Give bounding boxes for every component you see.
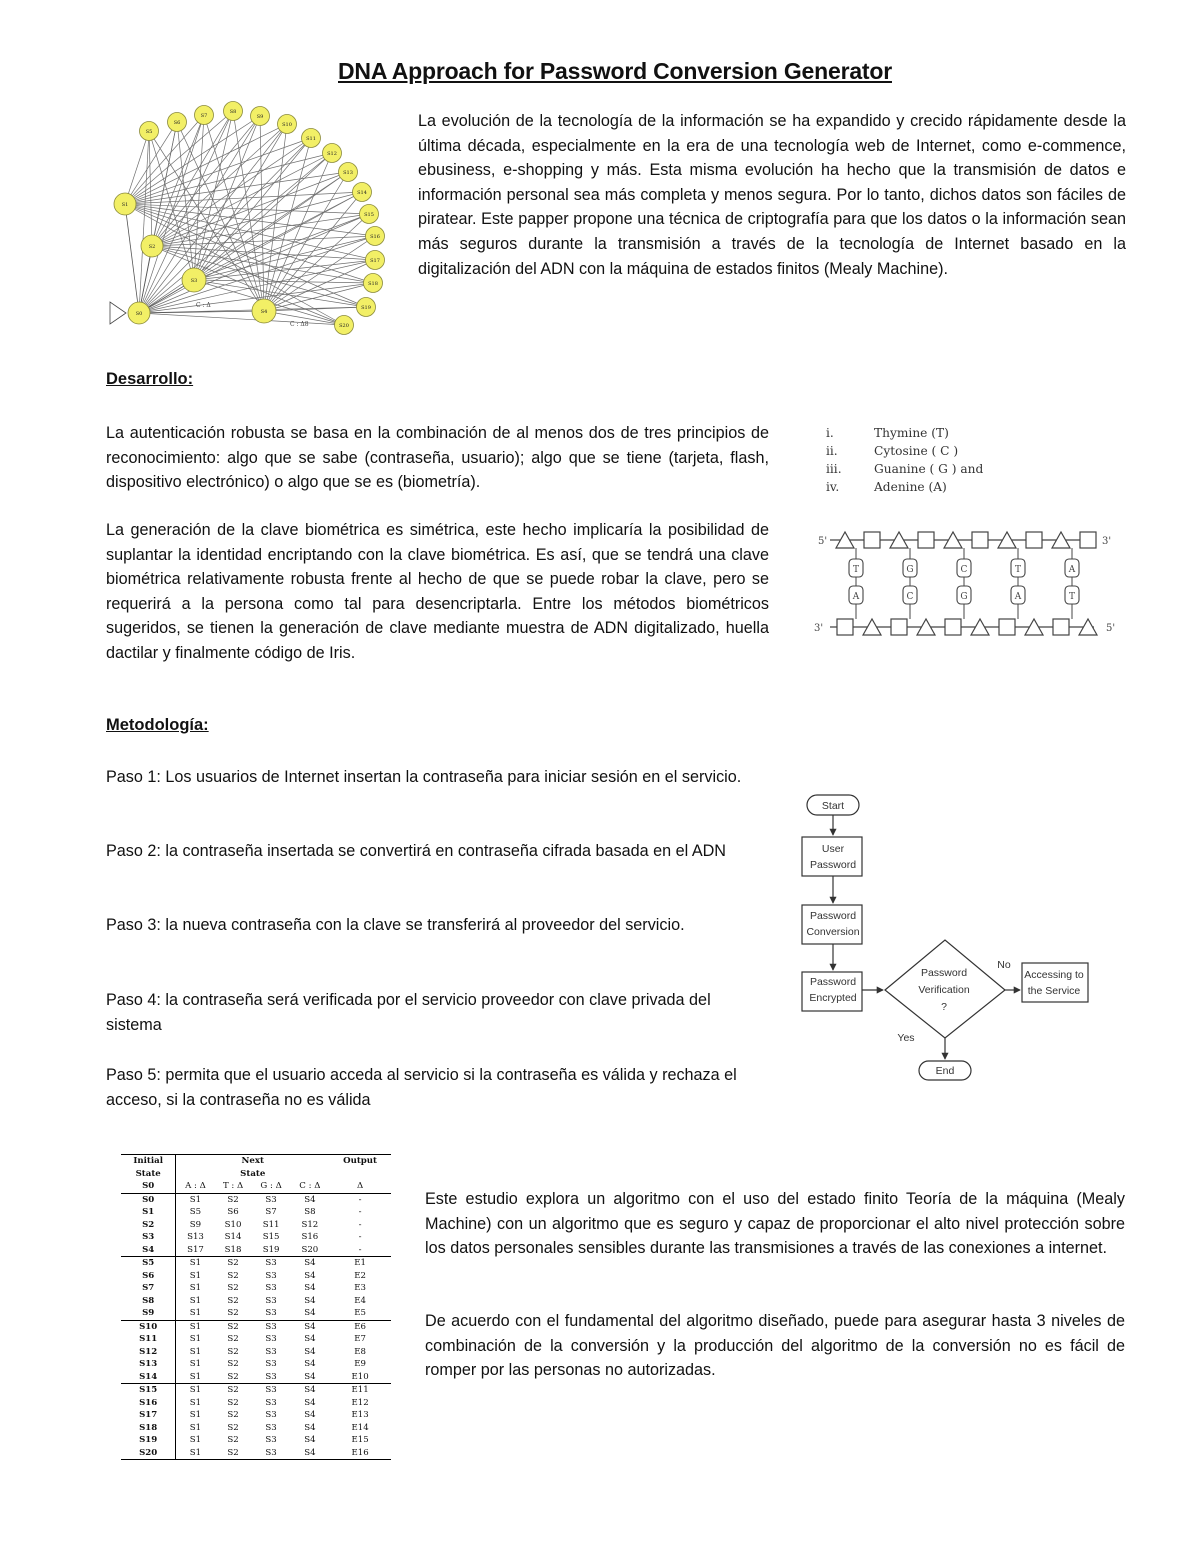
start-label: Start [821,800,845,812]
method-step-4: Paso 4: la contraseña será verificada por el servicio proveedor con clave privada del sistema [106,991,711,1034]
table-row [121,1320,391,1333]
next-state-cell: S4 [304,1334,316,1345]
phosphate-square [864,532,880,548]
next-state-cell: S2 [227,1346,239,1357]
output-cell: - [358,1232,362,1243]
table-row [121,1219,391,1232]
next-state-cell: S3 [252,1257,291,1270]
next-state-cell: S1 [189,1422,202,1433]
next-state-cell: S1 [189,1410,202,1421]
phosphate-square [972,532,988,548]
next-state-cell: S4 [291,1193,330,1206]
next-state-cell: S11 [262,1219,280,1230]
graph-node-label: S1 [121,202,129,208]
next-state-cell: S2 [227,1270,239,1281]
state-cell: S12 [121,1346,176,1359]
output-cell: E11 [329,1384,391,1397]
next-state-cell: S2 [227,1308,239,1319]
output-cell: E16 [329,1447,391,1460]
desarrollo-paragraph-1: La autenticación robusta se basa en la combinación de al menos dos de tres principios de reconocimiento: algo que se sabe (contraseña, usuario); algo que se tiene (tarjeta, flash, dispositivo electrónico) o algo que se es (biometría). [106,424,769,492]
next-state-cell: S3 [265,1346,277,1357]
output-cell: E9 [354,1359,366,1370]
next-state-cell: S2 [215,1447,252,1460]
next-state-cell: S3 [265,1308,277,1319]
output-cell: E10 [351,1371,369,1382]
state-cell: S15 [121,1384,176,1397]
next-state-cell: S2 [227,1295,239,1306]
table-row [121,1257,391,1270]
next-state-cell: S4 [304,1371,316,1382]
table-row [121,1422,391,1435]
table-row [121,1447,391,1460]
verification-label: ? [941,1001,947,1013]
next-state-cell: S16 [301,1232,319,1243]
password-flowchart [795,785,1095,1085]
state-cell: S1 [121,1206,176,1219]
user-password-label: User [821,843,845,855]
page-title: DNA Approach for Password Conversion Generator [338,58,892,84]
subheader-cell: A : Δ [176,1180,215,1193]
base-item: ii. Cytosine ( C ) [826,444,959,458]
accessing-label: Accessing to [1024,969,1084,981]
graph-edge [264,192,362,311]
header-initial: Initial [121,1155,176,1168]
table-row [121,1397,391,1410]
graph-node-label: S11 [306,136,316,142]
next-state-cell: S4 [304,1270,316,1281]
next-state-cell: S1 [189,1308,202,1319]
next-state-cell: S3 [265,1295,277,1306]
output-cell: E8 [354,1346,366,1357]
state-cell: S11 [121,1333,176,1346]
subheader-cell: S0 [121,1180,176,1193]
state-cell: S4 [121,1244,176,1257]
output-cell: - [329,1193,391,1206]
next-state-cell: S3 [265,1435,277,1446]
strand-end-label: 3' [1102,536,1112,547]
base-item: i. Thymine (T) [826,426,949,440]
graph-node-label: S6 [173,120,181,126]
base-letter: G [960,592,968,602]
next-state-cell: S2 [227,1283,239,1294]
state-cell: S20 [121,1447,176,1460]
table-row [121,1193,391,1206]
strand-end-label: 3' [814,623,824,634]
next-state-cell: S6 [227,1207,239,1218]
graph-edge [194,115,204,280]
bases-list [826,426,1026,498]
graph-node-label: S13 [343,170,353,176]
next-state-cell: S4 [291,1447,330,1460]
next-state-cell: S4 [304,1295,316,1306]
next-state-cell: S4 [304,1308,316,1319]
header-next-2: State [240,1168,266,1179]
next-state-cell: S4 [291,1320,330,1333]
next-state-cell: S1 [189,1270,202,1281]
graph-node-label: S19 [361,305,371,311]
state-cell: S16 [121,1397,176,1410]
graph-edge [125,138,311,204]
base-item: iv. Adenine (A) [826,480,947,494]
method-step-2: Paso 2: la contraseña insertada se convertirá en contraseña cifrada basada en el ADN [106,842,726,860]
table-row [121,1295,391,1308]
output-cell: E13 [351,1410,369,1421]
next-state-cell: S2 [227,1422,239,1433]
graph-node-label: S17 [370,258,380,264]
next-state-cell: S2 [215,1384,252,1397]
next-state-cell: S13 [187,1232,204,1243]
next-state-cell: S1 [189,1397,202,1408]
header-next: Next [241,1156,264,1167]
verification-label: Verification [918,984,970,996]
next-state-cell: S3 [265,1397,277,1408]
graph-edge [139,313,344,325]
next-state-cell: S1 [189,1346,202,1357]
subheader-cell: C : Δ [291,1180,330,1193]
output-cell: E7 [354,1334,366,1345]
table-row [121,1270,391,1283]
output-cell: E3 [354,1283,366,1294]
base-letter: T [852,565,860,575]
encrypted-label: Password [809,976,857,988]
next-state-cell: S3 [265,1359,277,1370]
next-state-cell: S4 [304,1435,316,1446]
table-row [121,1307,391,1320]
table-row [121,1346,391,1359]
graph-node-label: S14 [357,190,367,196]
subheader-cell: Δ [329,1180,391,1193]
next-state-cell: S12 [301,1219,319,1230]
base-letter: T [1014,565,1022,575]
graph-node-label: S8 [229,109,237,115]
conclusion-paragraph-1: Este estudio explora un algoritmo con el uso del estado finito Teoría de la máquina (Mealy Machine) con un algoritmo que es seguro y capaz de proporcionar el alto nivel protección sobre los datos personales sensibles durante las transmisiones a través de las conexiones a internet. [425,1190,1125,1258]
next-state-cell: S18 [224,1244,242,1255]
next-state-cell: S4 [304,1397,316,1408]
graph-edge [152,138,311,246]
state-cell: S18 [121,1422,176,1435]
next-state-cell: S2 [227,1410,239,1421]
next-state-cell: S2 [227,1435,239,1446]
intro-paragraph: La evolución de la tecnología de la información se ha expandido y crecido rápidamente desde la última década, especialmente en la era de una tecnología web de Internet, como e-commence, ebusiness, e-shopping y más. Esta misma evolución ha hecho que la transmisión de datos e información personal sea más completa y menos segura. Por lo tanto, dichos datos son fáciles de piratear. Este papper propone una técnica de criptografía para que los datos o la información sean más seguros durante la transmisión a través de la tecnología de Internet basado en la digitalización del ADN con la máquina de estados finitos (Mealy Machine). [418,112,1126,278]
next-state-cell: S9 [189,1219,202,1230]
next-state-cell: S3 [252,1193,291,1206]
graph-edge [125,204,139,313]
next-state-cell: S2 [215,1320,252,1333]
graph-node-label: S20 [339,323,349,329]
graph-node-label: S5 [145,129,153,135]
subheader-cell: T : Δ [215,1180,252,1193]
next-state-cell: S4 [304,1283,316,1294]
next-state-cell: S15 [262,1232,280,1243]
no-label: No [997,959,1011,971]
graph-node-label: S2 [148,244,156,250]
output-cell: E5 [354,1308,366,1319]
base-letter: A [1068,565,1076,575]
base-letter: A [852,592,860,602]
conversion-label: Conversion [806,926,860,938]
yes-label: Yes [897,1032,915,1044]
phosphate-square [891,619,907,635]
next-state-cell: S4 [304,1422,316,1433]
output-cell: E12 [351,1397,369,1408]
graph-node-label: S7 [200,113,208,119]
next-state-cell: S4 [304,1346,316,1357]
table-row [121,1244,391,1257]
state-cell: S17 [121,1409,176,1422]
base-letter: A [1014,592,1022,602]
phosphate-square [999,619,1015,635]
state-transition-table [121,1154,391,1460]
next-state-cell: S2 [215,1257,252,1270]
method-step-5: Paso 5: permita que el usuario acceda al servicio si la contraseña es válida y rechaza el acceso, si la contraseña no es válida [106,1066,737,1109]
table-row [121,1434,391,1447]
state-cell: S13 [121,1358,176,1371]
next-state-cell: S19 [262,1244,280,1255]
next-state-cell: S5 [189,1207,202,1218]
phosphate-square [945,619,961,635]
table-row [121,1409,391,1422]
state-cell: S0 [121,1193,176,1206]
desarrollo-paragraph-2: La generación de la clave biométrica es simétrica, este hecho implicaría la posibilidad de suplantar la identidad encriptando con la clave biométrica. Es así, que se tendrá una clave biométrica relativamente robusta frente al hecho de que se puede robar la clave, pero se requerirá a la persona como tal para desencriptarla. Entre los métodos biométricos sugeridos, se tienen la generación de clave mediante muestra de ADN digitalizado, huella dactilar y finalmente código de Iris. [106,521,769,662]
start-arrow [110,302,126,324]
desarrollo-heading: Desarrollo: [106,370,194,388]
state-cell: S8 [121,1295,176,1308]
base-letter: T [1068,592,1076,602]
state-cell: S3 [121,1231,176,1244]
subheader-cell: G : Δ [252,1180,291,1193]
state-cell: S2 [121,1219,176,1232]
graph-node-label: S3 [190,278,198,284]
output-cell: - [358,1207,362,1218]
next-state-cell: S4 [291,1257,330,1270]
next-state-cell: S3 [252,1320,291,1333]
next-state-cell: S2 [227,1397,239,1408]
table-row [121,1282,391,1295]
next-state-cell: S2 [227,1359,239,1370]
next-state-cell: S2 [227,1334,239,1345]
graph-node-label: S4 [260,309,268,315]
dna-strand-diagram [800,522,1130,640]
phosphate-square [837,619,853,635]
output-cell: E4 [354,1295,366,1306]
next-state-cell: S3 [252,1447,291,1460]
output-cell: E1 [329,1257,391,1270]
phosphate-square [1053,619,1069,635]
next-state-cell: S1 [189,1371,202,1382]
graph-edge [125,115,204,204]
next-state-cell: S1 [176,1257,215,1270]
verification-label: Password [920,967,968,979]
graph-node-label: S15 [364,212,374,218]
graph-node-label: S18 [368,281,378,287]
next-state-cell: S1 [176,1447,215,1460]
output-cell: - [358,1219,362,1230]
state-cell: S6 [121,1270,176,1283]
conclusion-paragraph-2: De acuerdo con el fundamental del algoritmo diseñado, puede para asegurar hasta 3 niveles de combinación de la conversión y la producción del algoritmo de la conversión no es fácil de romper por las personas no autorizadas. [425,1312,1125,1380]
state-cell: S7 [121,1282,176,1295]
next-state-cell: S2 [215,1193,252,1206]
next-state-cell: S1 [176,1384,215,1397]
table-row [121,1371,391,1384]
state-cell: S10 [121,1320,176,1333]
output-cell: E2 [354,1270,366,1281]
edge-label: C : Δ8 [290,321,309,328]
graph-edge [149,131,152,246]
next-state-cell: S1 [189,1359,202,1370]
phosphate-square [1080,532,1096,548]
next-state-cell: S3 [265,1422,277,1433]
graph-edge [194,111,233,280]
next-state-cell: S1 [176,1320,215,1333]
table-row [121,1206,391,1219]
phosphate-square [918,532,934,548]
table-row [121,1231,391,1244]
conversion-label: Password [809,910,857,922]
next-state-cell: S3 [265,1371,277,1382]
next-state-cell: S3 [265,1410,277,1421]
output-cell: E15 [351,1435,369,1446]
next-state-cell: S10 [224,1219,242,1230]
graph-edge [194,172,348,280]
next-state-cell: S1 [189,1295,202,1306]
encrypted-label: Encrypted [809,992,857,1004]
next-state-cell: S4 [304,1359,316,1370]
metodologia-heading: Metodología: [106,716,209,734]
strand-end-label: 5' [1106,623,1116,634]
state-cell: S9 [121,1307,176,1320]
next-state-cell: S7 [265,1207,277,1218]
next-state-cell: S1 [189,1334,202,1345]
graph-node-label: S9 [256,114,264,120]
edge-label: C : Δ [196,302,211,309]
state-cell: S19 [121,1434,176,1447]
header-initial-2: State [121,1168,176,1181]
next-state-cell: S4 [291,1384,330,1397]
graph-edge [204,115,264,311]
next-state-cell: S20 [301,1244,319,1255]
end-label: End [935,1065,955,1077]
next-state-cell: S4 [304,1410,316,1421]
strand-end-label: 5' [818,536,828,547]
phosphate-square [1026,532,1042,548]
next-state-cell: S1 [176,1193,215,1206]
next-state-cell: S3 [265,1270,277,1281]
base-item: iii. Guanine ( G ) and [826,462,984,476]
next-state-cell: S14 [224,1232,242,1243]
next-state-cell: S8 [304,1207,316,1218]
graph-node-label: S12 [327,151,337,157]
table-row [121,1384,391,1397]
method-step-3: Paso 3: la nueva contraseña con la clave se transferirá al proveedor del servicio. [106,916,685,934]
graph-node-label: S0 [135,311,143,317]
accessing-label: the Service [1027,985,1081,997]
method-step-1: Paso 1: Los usuarios de Internet insertan la contraseña para iniciar sesión en el servicio. [106,768,742,786]
state-graph-figure [108,98,393,340]
next-state-cell: S3 [265,1283,277,1294]
user-password-label: Password [809,859,857,871]
graph-node-label: S16 [370,234,380,240]
graph-node-label: S10 [282,122,292,128]
output-cell: E14 [351,1422,369,1433]
base-letter: G [906,565,914,575]
output-cell: E6 [329,1320,391,1333]
header-output: Output [343,1156,378,1167]
next-state-cell: S3 [252,1384,291,1397]
next-state-cell: S2 [227,1371,239,1382]
table-row [121,1358,391,1371]
next-state-cell: S1 [189,1435,202,1446]
next-state-cell: S1 [189,1283,202,1294]
next-state-cell: S17 [187,1244,204,1255]
next-state-cell: S3 [265,1334,277,1345]
output-cell: - [358,1244,362,1255]
state-cell: S14 [121,1371,176,1384]
base-letter: C [960,565,968,575]
state-cell: S5 [121,1257,176,1270]
table-row [121,1333,391,1346]
base-letter: C [906,592,914,602]
